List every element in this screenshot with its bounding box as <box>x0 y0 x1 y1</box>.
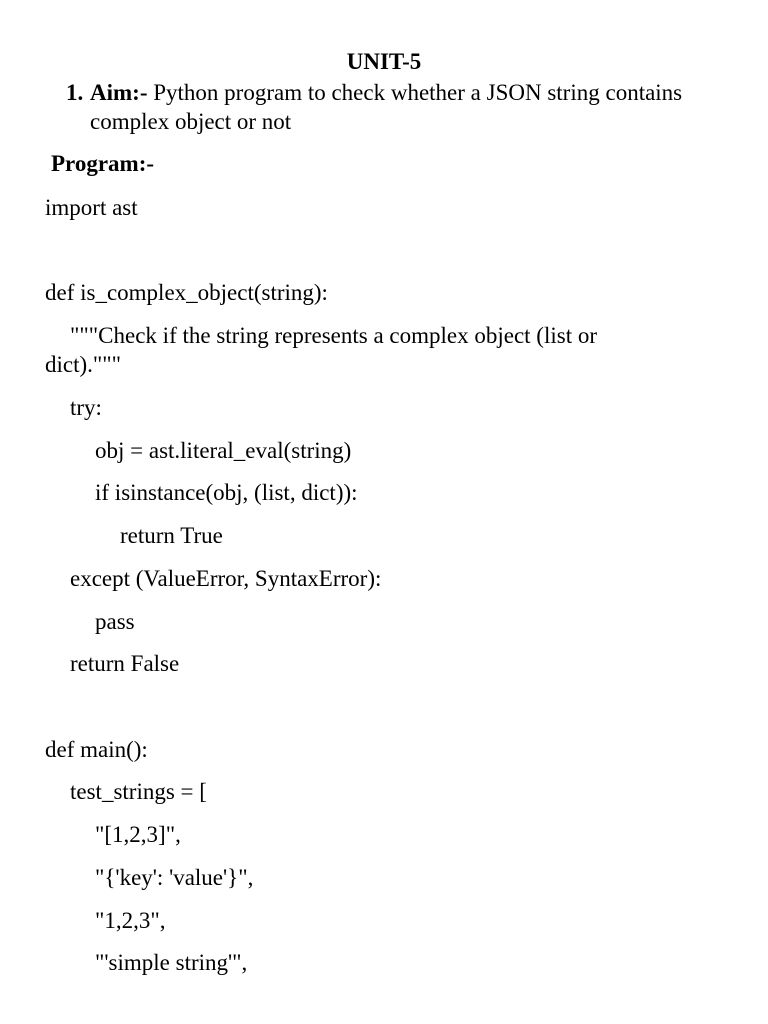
aim-label: Aim:- <box>90 80 148 105</box>
code-line-import: import ast <box>45 195 138 220</box>
code-line-isinstance: if isinstance(obj, (list, dict)): <box>95 480 358 505</box>
code-line-try: try: <box>70 395 102 420</box>
code-line-list-literal: "[1,2,3]", <box>95 822 181 847</box>
code-line-return-true: return True <box>120 523 223 548</box>
code-line-simple-string: "'simple string'", <box>95 950 248 975</box>
code-line-except: except (ValueError, SyntaxError): <box>70 566 382 591</box>
aim-body <box>90 78 686 136</box>
aim-text: Python program to check whether a JSON string contains complex object or not <box>90 80 683 134</box>
code-line-literal-eval: obj = ast.literal_eval(string) <box>95 438 352 463</box>
aim-item <box>66 78 686 136</box>
code-line-dict-literal: "{'key': 'value'}", <box>95 865 254 890</box>
code-line-test-strings: test_strings = [ <box>70 779 207 804</box>
code-line-def-main: def main(): <box>45 737 148 762</box>
code-line-return-false: return False <box>70 651 180 676</box>
unit-title: UNIT-5 <box>346 49 422 74</box>
program-label: Program:- <box>51 151 155 176</box>
code-line-docstring: """Check if the string represents a complex object (list or <box>70 323 597 348</box>
code-line-def-is-complex: def is_complex_object(string): <box>45 280 328 305</box>
code-line-pass: pass <box>95 609 135 634</box>
aim-number: 1. <box>66 80 84 105</box>
code-line-csv-string: "1,2,3", <box>95 908 166 933</box>
code-line-docstring-cont: dict).""" <box>45 352 122 377</box>
